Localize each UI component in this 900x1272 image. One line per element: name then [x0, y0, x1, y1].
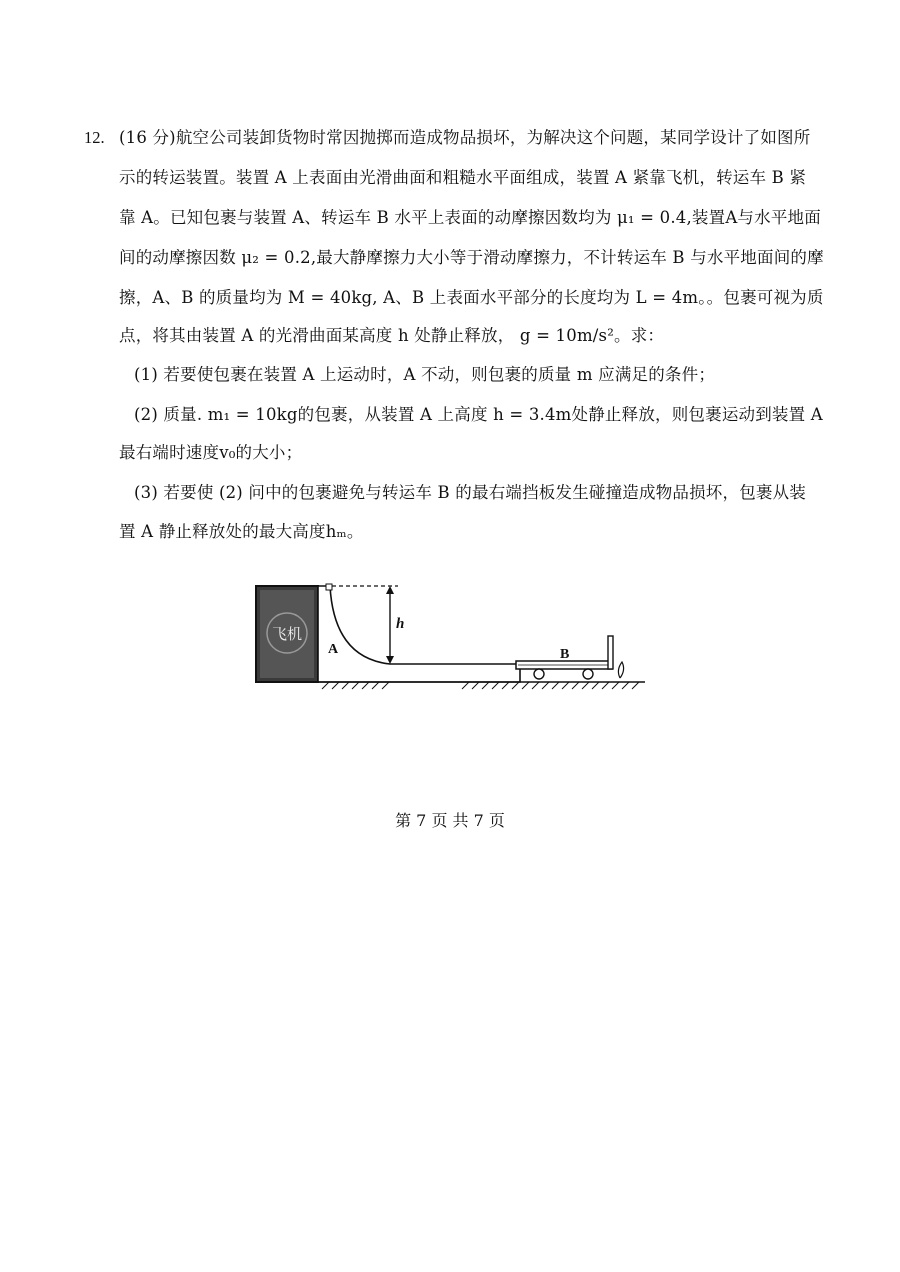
wheel-chock: [618, 662, 623, 678]
question-line-5: 擦，A、B 的质量均为 M = 40kg, A、B 上表面水平部分的长度均为 L = 4m。。包裹可视为质: [119, 288, 824, 307]
part-3-text: (3) 若要使 (2) 问中的包裹避免与转运车 B 的最右端挡板发生碰撞造成物品损坏，包裹从装: [134, 483, 806, 502]
airplane-label: 飞机: [272, 625, 303, 643]
question-line-1: (16 分)航空公司装卸货物时常因抛掷而造成物品损坏，为解决这个问题，某同学设计了如图所: [119, 128, 811, 147]
cart-b-end-stop: [608, 636, 613, 669]
device-a: [318, 586, 520, 682]
ground-hatching: [322, 682, 639, 689]
label-a: A: [328, 642, 339, 657]
part-2-text: (2) 质量. m₁ = 10kg的包裹，从装置 A 上高度 h = 3.4m处静止释放，则包裹运动到装置 A: [134, 405, 823, 424]
question-number: 12.: [84, 128, 105, 147]
part-3-text-cont: 置 A 静止释放处的最大高度hₘ。: [119, 522, 364, 541]
part-1-text: (1) 若要使包裹在装置 A 上运动时，A 不动，则包裹的质量 m 应满足的条件；: [134, 365, 716, 384]
question-line-2: 示的转运装置。装置 A 上表面由光滑曲面和粗糙水平面组成，装置 A 紧靠飞机，转运车 B 紧: [119, 168, 807, 187]
release-point: [326, 584, 332, 590]
cart-b-wheel-left: [534, 669, 544, 679]
transport-device-figure: [250, 578, 650, 693]
question-line-3: 靠 A。已知包裹与装置 A、转运车 B 水平上表面的动摩擦因数均为 μ₁ = 0.4,装置A与水平地面: [119, 208, 821, 227]
page-footer: 第 7 页 共 7 页: [395, 811, 505, 830]
cart-b-wheel-right: [583, 669, 593, 679]
question-line-4: 间的动摩擦因数 μ₂ = 0.2,最大静摩擦力大小等于滑动摩擦力，不计转运车 B 与水平地面间的摩: [119, 248, 824, 267]
part-2-text-cont: 最右端时速度v₀的大小；: [119, 443, 303, 462]
height-arrowhead-bottom: [386, 656, 394, 664]
height-arrowhead-top: [386, 586, 394, 594]
question-line-6: 点，将其由装置 A 的光滑曲面某高度 h 处静止释放， g = 10m/s²。求：: [119, 326, 665, 345]
label-h: h: [396, 616, 405, 632]
label-b: B: [560, 647, 570, 662]
